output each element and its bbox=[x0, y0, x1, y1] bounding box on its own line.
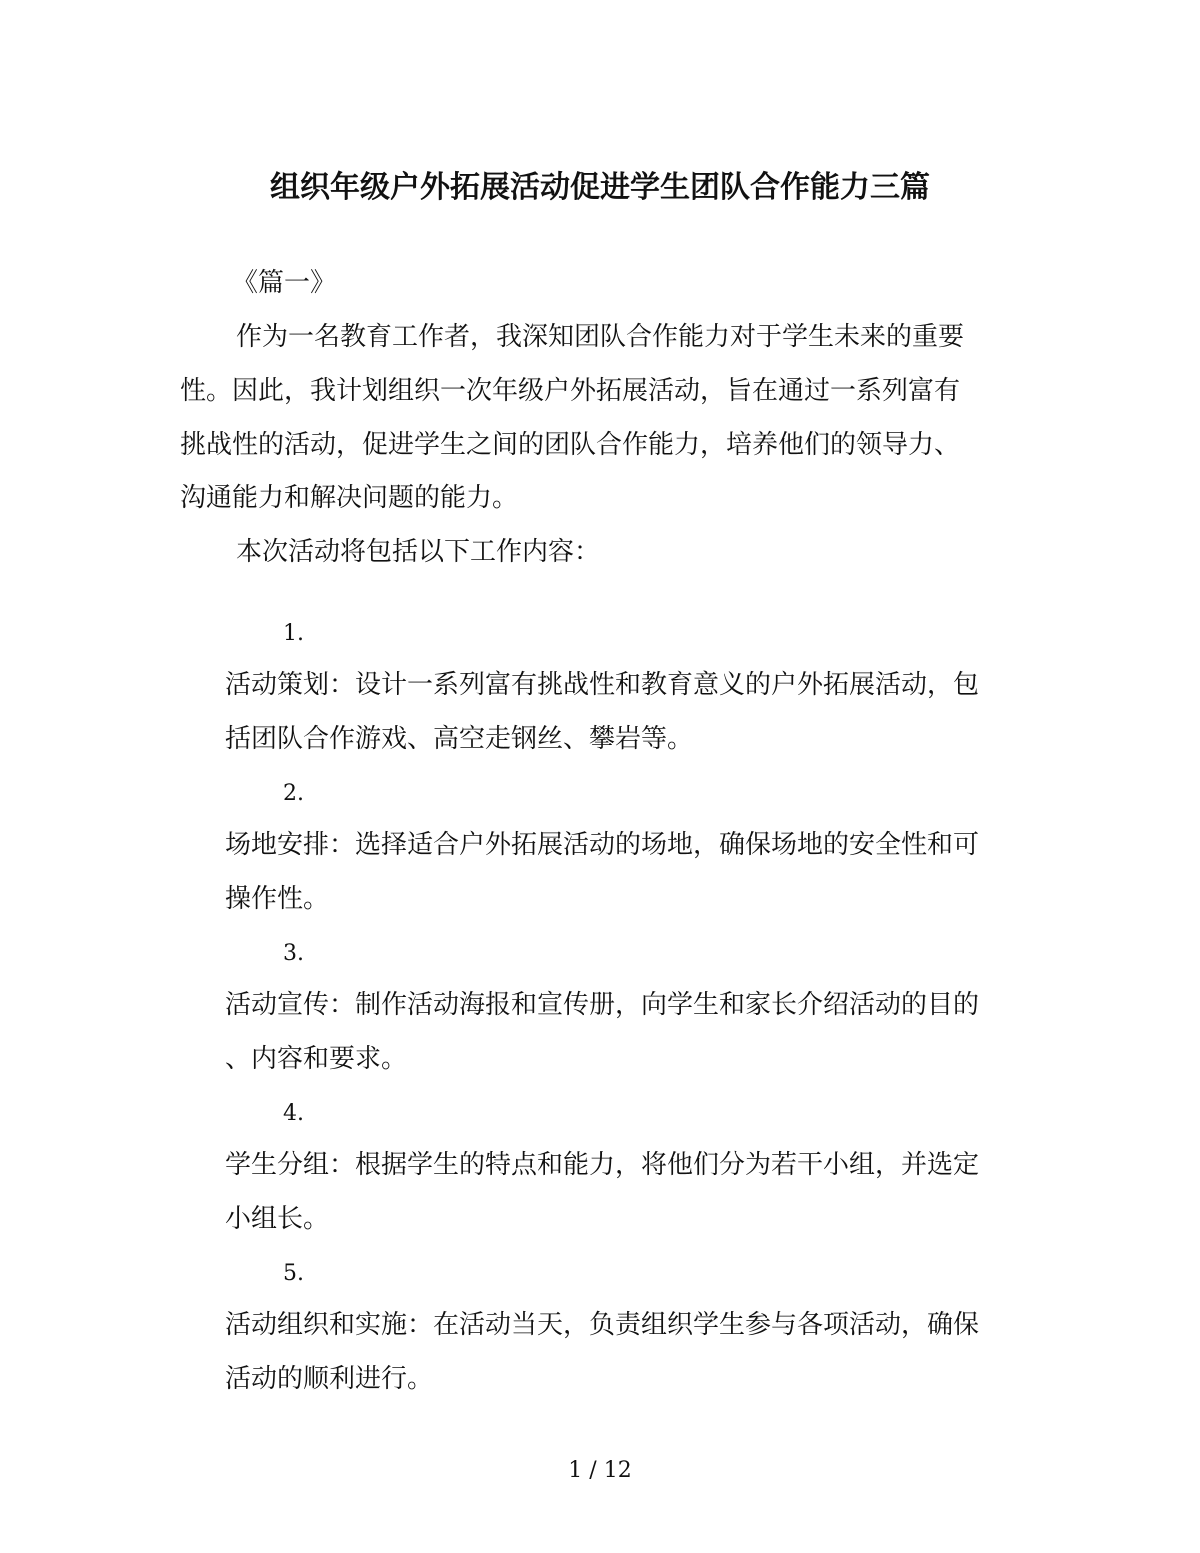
document-title: 组织年级户外拓展活动促进学生团队合作能力三篇 bbox=[270, 170, 930, 205]
list-item-number: 2. bbox=[283, 781, 304, 806]
list-item-line: 、内容和要求。 bbox=[225, 1044, 408, 1074]
paragraph-line: 沟通能力和解决问题的能力。 bbox=[180, 483, 519, 513]
intro-text: 本次活动将包括以下工作内容： bbox=[236, 537, 601, 567]
list-item-line: 活动宣传：制作活动海报和宣传册，向学生和家长介绍活动的目的 bbox=[225, 990, 980, 1020]
page-number: 1 / 12 bbox=[568, 1458, 632, 1483]
paragraph-line: 作为一名教育工作者，我深知团队合作能力对于学生未来的重要 bbox=[236, 322, 965, 352]
section-label: 《篇一》 bbox=[232, 268, 337, 298]
list-item-line: 小组长。 bbox=[225, 1204, 330, 1234]
paragraph-line: 挑战性的活动，促进学生之间的团队合作能力，培养他们的领导力、 bbox=[180, 430, 961, 460]
list-item-line: 活动策划：设计一系列富有挑战性和教育意义的户外拓展活动，包 bbox=[225, 670, 980, 700]
list-item-number: 4. bbox=[283, 1101, 304, 1126]
list-item-number: 3. bbox=[283, 941, 304, 966]
list-item-line: 学生分组：根据学生的特点和能力，将他们分为若干小组，并选定 bbox=[225, 1150, 980, 1180]
list-item-line: 活动的顺利进行。 bbox=[225, 1364, 434, 1394]
list-item-line: 操作性。 bbox=[225, 884, 330, 914]
list-item-line: 括团队合作游戏、高空走钢丝、攀岩等。 bbox=[225, 724, 694, 754]
list-item-line: 场地安排：选择适合户外拓展活动的场地，确保场地的安全性和可 bbox=[225, 830, 980, 860]
list-item-line: 活动组织和实施：在活动当天，负责组织学生参与各项活动，确保 bbox=[225, 1310, 980, 1340]
list-item-number: 1. bbox=[283, 621, 304, 646]
list-item-number: 5. bbox=[283, 1261, 304, 1286]
paragraph-line: 性。因此，我计划组织一次年级户外拓展活动，旨在通过一系列富有 bbox=[180, 376, 961, 406]
